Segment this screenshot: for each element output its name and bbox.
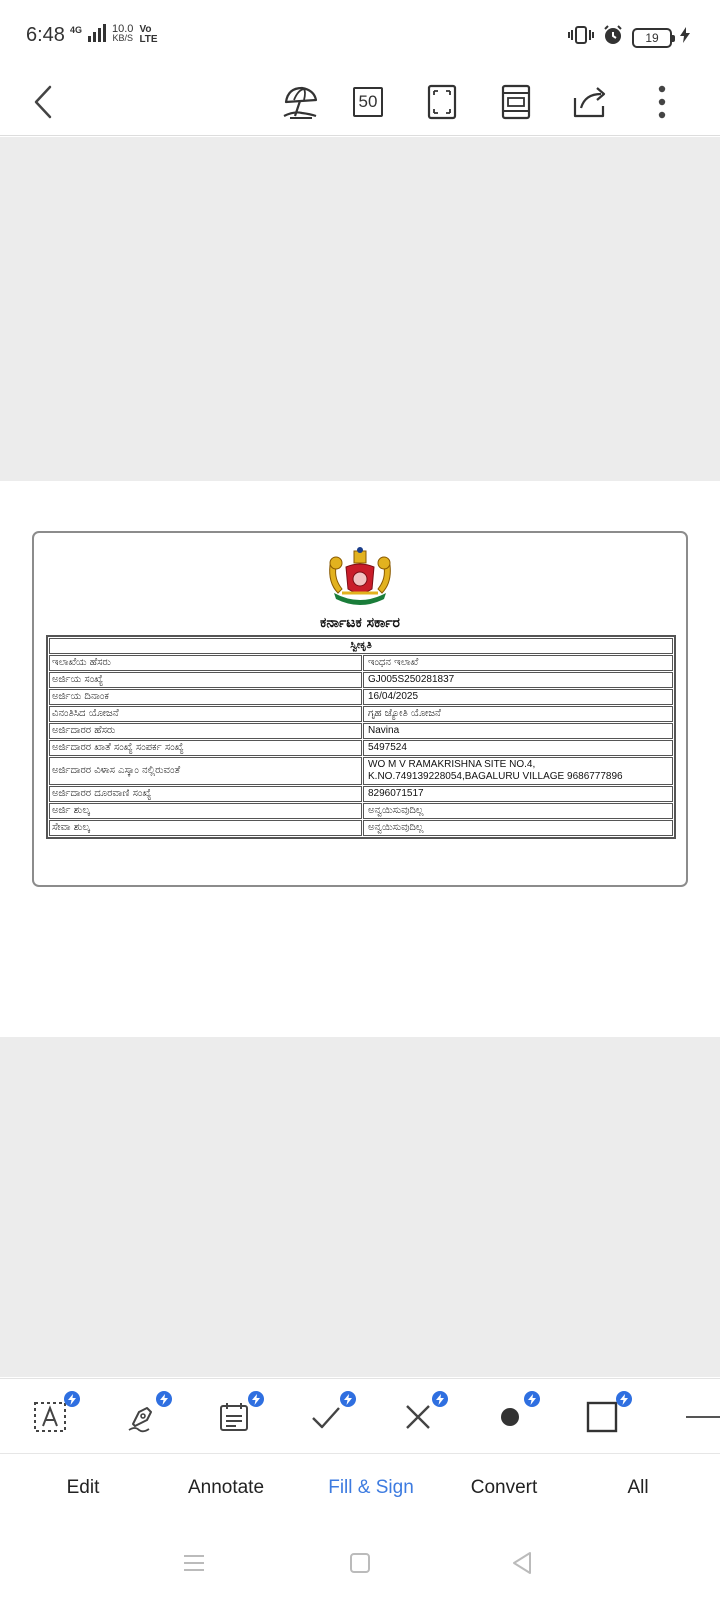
row-value: 8296071517 [363, 786, 673, 802]
row-label: ಸೇವಾ ಶುಲ್ಕ [49, 820, 362, 836]
menu-icon [182, 1553, 206, 1573]
row-label: ಅರ್ಜಿದಾರರ ಖಾತೆ ಸಂಖ್ಯೆ ಸಂಪರ್ಕ ಸಂಖ್ಯೆ [49, 740, 362, 756]
status-bar [0, 0, 720, 70]
volte-top: Vo [139, 24, 152, 35]
fullscreen-icon [427, 84, 457, 120]
network-indicators [70, 24, 158, 45]
address-line-2: K.NO.749139228054,BAGALURU VILLAGE 9686777896 [368, 771, 623, 782]
line-tool[interactable] [672, 1393, 720, 1441]
acknowledgement-table [46, 635, 676, 839]
page-layout-button[interactable] [492, 78, 540, 126]
karnataka-emblem-icon [324, 543, 396, 609]
row-label: ಇಲಾಖೆಯ ಹೆಸರು [49, 655, 362, 671]
volte-bottom: LTE [139, 34, 158, 45]
fill-sign-tools [0, 1378, 720, 1454]
dot-icon [493, 1400, 527, 1434]
tab-convert[interactable]: Convert [470, 1477, 538, 1498]
add-text-tool[interactable] [26, 1393, 74, 1441]
table-row [49, 757, 673, 785]
form-fill-icon [217, 1400, 251, 1434]
table-row [49, 689, 673, 705]
signature-pen-icon [125, 1400, 159, 1434]
fullscreen-button[interactable] [418, 78, 466, 126]
volte-indicator [139, 25, 157, 45]
premium-badge-icon [156, 1391, 172, 1407]
table-row [49, 786, 673, 802]
pdf-page[interactable] [0, 481, 720, 1037]
row-value-address [363, 757, 673, 785]
back-nav-button[interactable] [502, 1545, 542, 1581]
line-icon [672, 1400, 720, 1434]
page-count-button[interactable] [344, 78, 392, 126]
home-square-icon [349, 1552, 371, 1574]
checkmark-icon [309, 1400, 343, 1434]
status-time: 6:48 [26, 24, 65, 46]
table-row [49, 655, 673, 671]
table-row [49, 723, 673, 739]
premium-badge-icon [524, 1391, 540, 1407]
row-label: ವಿನಂತಿಸಿದ ಯೋಜನೆ [49, 706, 362, 722]
row-label: ಅರ್ಜಿಯ ದಿನಾಂಕ [49, 689, 362, 705]
cross-tool[interactable] [394, 1393, 442, 1441]
table-row [49, 740, 673, 756]
row-value: ಇಂಧನ ಇಲಾಖೆ [363, 655, 673, 671]
premium-badge-icon [616, 1391, 632, 1407]
umbrella-icon [280, 82, 320, 122]
more-vert-icon [657, 85, 667, 119]
row-label: ಅರ್ಜಿದಾರರ ದೂರವಾಣಿ ಸಂಖ್ಯೆ [49, 786, 362, 802]
speed-value: 10.0 [112, 23, 134, 35]
form-fill-tool[interactable] [210, 1393, 258, 1441]
system-nav-bar [0, 1525, 720, 1600]
tab-fill-sign[interactable]: Fill & Sign [328, 1477, 414, 1498]
reading-mode-button[interactable] [276, 78, 324, 126]
page-count-icon: 50 [353, 87, 383, 117]
row-value: ಅನ್ವಯಿಸುವುದಿಲ್ಲ [363, 820, 673, 836]
back-triangle-icon [510, 1551, 534, 1575]
premium-badge-icon [248, 1391, 264, 1407]
table-subtitle: ಸ್ವೀಕೃತಿ [49, 638, 673, 654]
premium-badge-icon [432, 1391, 448, 1407]
table-row [49, 672, 673, 688]
row-value: Navina [363, 723, 673, 739]
row-value: 16/04/2025 [363, 689, 673, 705]
dot-tool[interactable] [486, 1393, 534, 1441]
signal-icon [88, 24, 106, 42]
premium-badge-icon [64, 1391, 80, 1407]
row-label: ಅರ್ಜಿದಾರರ ಹೆಸರು [49, 723, 362, 739]
top-toolbar [0, 70, 720, 136]
page-layout-icon [501, 84, 531, 120]
table-header-row [49, 638, 673, 654]
rectangle-tool[interactable] [578, 1393, 626, 1441]
status-right [568, 24, 690, 51]
share-icon [571, 84, 609, 120]
speed-unit: KB/S [112, 33, 133, 43]
row-value: 5497524 [363, 740, 673, 756]
premium-badge-icon [340, 1391, 356, 1407]
home-button[interactable] [340, 1545, 380, 1581]
row-label: ಅರ್ಜಿದಾರರ ವಿಳಾಸ ಎಸ್ಕಾಂ ನಲ್ಲಿರುವಂತೆ [49, 757, 362, 785]
document-title: ಕರ್ನಾಟಕ ಸರ್ಕಾರ [320, 615, 400, 631]
tab-all[interactable]: All [627, 1477, 649, 1498]
recents-button[interactable] [174, 1545, 214, 1581]
checkmark-tool[interactable] [302, 1393, 350, 1441]
text-box-icon [33, 1400, 67, 1434]
alarm-icon [602, 24, 624, 51]
document-viewer[interactable] [0, 137, 720, 1377]
table-row [49, 820, 673, 836]
acknowledgement-frame [32, 531, 688, 887]
cross-mark-icon [401, 1400, 435, 1434]
table-row [49, 706, 673, 722]
more-options-button[interactable] [638, 78, 686, 126]
row-value: ಗೃಹ ಜ್ಯೋತಿ ಯೋಜನೆ [363, 706, 673, 722]
row-value: GJ005S250281837 [363, 672, 673, 688]
battery-icon: 19 [632, 28, 672, 48]
row-label: ಅರ್ಜಿ ಶುಲ್ಕ [49, 803, 362, 819]
vibrate-icon [568, 25, 594, 50]
address-line-1: WO M V RAMAKRISHNA SITE NO.4, [368, 759, 536, 770]
rectangle-icon [585, 1400, 619, 1434]
bottom-tabs [0, 1455, 720, 1525]
network-type: 4G [70, 25, 83, 35]
tab-annotate[interactable]: Annotate [187, 1477, 265, 1498]
row-value: ಅನ್ವಯಿಸುವುದಿಲ್ಲ [363, 803, 673, 819]
signature-tool[interactable] [118, 1393, 166, 1441]
tab-edit[interactable]: Edit [66, 1477, 100, 1498]
share-button[interactable] [566, 78, 614, 126]
charging-icon [680, 27, 690, 48]
back-button[interactable] [20, 78, 68, 126]
network-speed [112, 25, 133, 43]
row-label: ಅರ್ಜಿಯ ಸಂಖ್ಯೆ [49, 672, 362, 688]
table-row [49, 803, 673, 819]
back-icon [30, 84, 58, 120]
